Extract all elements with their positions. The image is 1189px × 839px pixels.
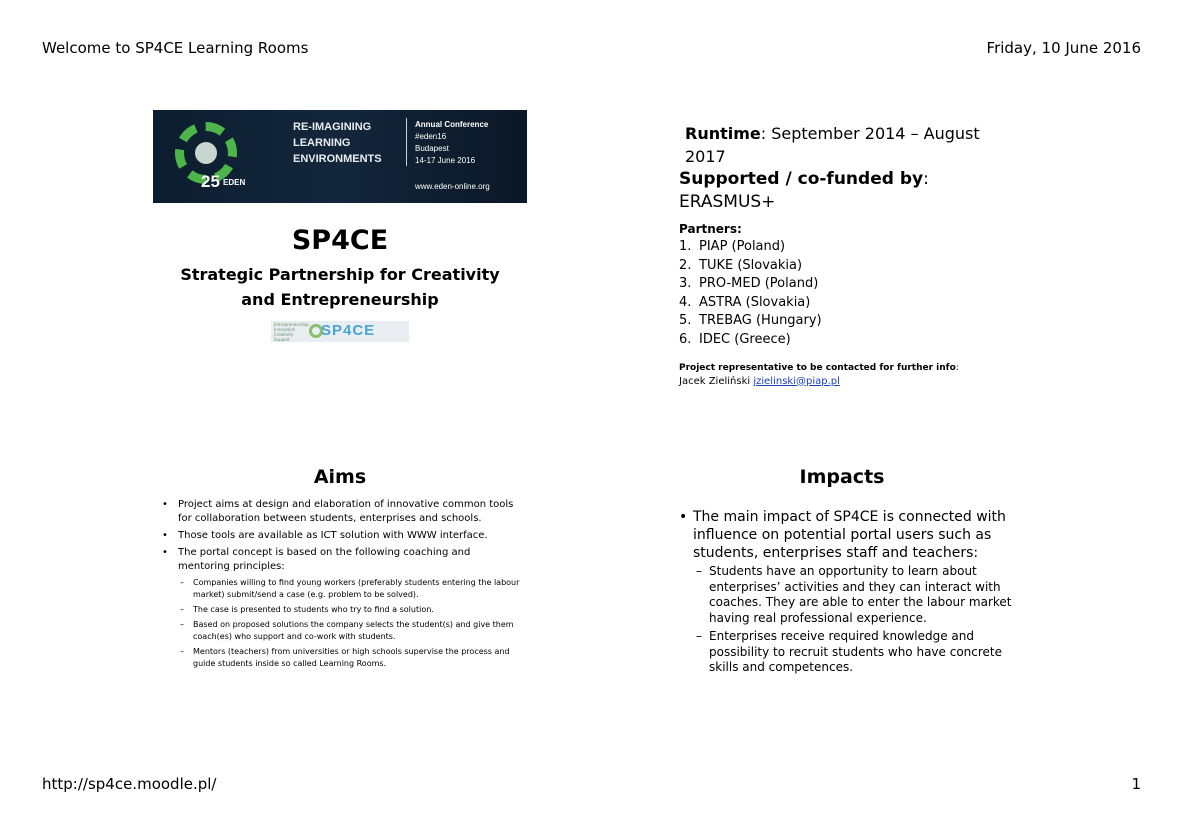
- list-item: [679, 257, 1019, 276]
- page-number: 1: [1131, 775, 1141, 793]
- list-item: [162, 529, 522, 543]
- list-item: [162, 546, 522, 574]
- banner-headline: [293, 119, 382, 167]
- dash-icon: –: [180, 605, 184, 614]
- logo-text-line: Innovation: [274, 327, 296, 332]
- sub-list-item: [162, 619, 522, 643]
- banner-event-line: 14-17 June 2016: [415, 156, 476, 165]
- sp4ce-logo: [271, 321, 409, 342]
- impacts-list: [679, 508, 1019, 679]
- dash-icon: –: [180, 578, 184, 587]
- bullet-icon: •: [162, 547, 168, 558]
- banner-center-graphic: [195, 142, 217, 164]
- contact-label-text: Project representative to be contacted for further info: [679, 362, 956, 373]
- partner-name: PRO-MED (Poland): [699, 276, 819, 292]
- list-number: 3.: [679, 276, 692, 292]
- contact-email-link[interactable]: jzielinski@piap.pl: [753, 375, 840, 387]
- page-header-date: Friday, 10 June 2016: [986, 39, 1141, 57]
- banner-badge-number: 25: [201, 172, 220, 191]
- conference-banner-image: [153, 110, 527, 203]
- sub-list-item: [679, 629, 1019, 676]
- slide-title: SP4CE: [291, 225, 389, 256]
- list-number: 1.: [679, 239, 692, 254]
- bullet-icon: •: [162, 499, 168, 510]
- supported-value: : ERASMUS+: [679, 169, 929, 212]
- partner-name: IDEC (Greece): [699, 331, 791, 347]
- runtime-label: Runtime: [685, 124, 761, 143]
- bullet-text: Project aims at design and elaboration of innovative common tools for collaboration between students, enterprises and schools.: [178, 499, 514, 524]
- contact-name: Jacek Zieliński: [679, 375, 754, 387]
- list-item: [679, 508, 1019, 562]
- bullet-icon: •: [162, 530, 168, 541]
- dash-icon: –: [180, 647, 184, 656]
- banner-event-line: Budapest: [415, 144, 449, 153]
- sub-bullet-text: Based on proposed solutions the company selects the student(s) and give them coach(es) who support and co-work with students.: [193, 620, 514, 641]
- list-item: [162, 498, 522, 526]
- dash-icon: –: [180, 620, 184, 629]
- sub-bullet-text: Students have an opportunity to learn about enterprises’ activities and they can interact with coaches. They are able to enter the labour market having real professional experience.: [709, 564, 1012, 625]
- partner-name: ASTRA (Slovakia): [699, 294, 811, 310]
- list-item: [679, 312, 1019, 331]
- slide-subtitle: [153, 262, 527, 312]
- list-number: 2.: [679, 257, 692, 273]
- logo-text-line: Entrepreneurship: [274, 322, 309, 327]
- logo-wordmark: SP4CE: [321, 322, 376, 339]
- banner-badge-text: EDEN: [223, 178, 246, 187]
- banner-headline-line: ENVIRONMENTS: [293, 153, 382, 165]
- page-footer-url: http://sp4ce.moodle.pl/: [42, 775, 217, 793]
- sub-list-item: [679, 564, 1019, 626]
- partners-label: Partners:: [679, 222, 742, 236]
- dash-icon: –: [696, 564, 702, 578]
- list-item: [679, 238, 1019, 257]
- contact-label: [679, 363, 1019, 373]
- banner-headline-line: LEARNING: [293, 137, 351, 149]
- partner-name: TREBAG (Hungary): [699, 313, 822, 329]
- supported-label: Supported / co-funded by: [679, 169, 924, 189]
- banner-event: [415, 119, 488, 167]
- sub-bullet-text: Mentors (teachers) from universities or high schools supervise the process and guide students inside so called Learning Rooms.: [193, 647, 510, 668]
- sub-list-item: [162, 604, 522, 616]
- aims-list: [162, 498, 522, 673]
- logo-text-line: Support: [274, 337, 290, 342]
- list-item: [679, 294, 1019, 313]
- sub-bullet-text: The case is presented to students who try to find a solution.: [193, 605, 434, 614]
- partners-list: [679, 238, 1019, 350]
- partner-name: TUKE (Slovakia): [699, 257, 803, 273]
- bullet-text: The portal concept is based on the following coaching and mentoring principles:: [178, 547, 471, 572]
- banner-event-line: #eden16: [415, 132, 447, 141]
- bullet-text: Those tools are available as ICT solution with WWW interface.: [178, 530, 488, 541]
- contact-line: [679, 376, 1019, 387]
- banner-divider: [406, 118, 407, 166]
- aims-title: Aims: [313, 466, 367, 488]
- runtime-line: [679, 122, 1019, 168]
- bullet-text: The main impact of SP4CE is connected with influence on potential portal users such as students, enterprises staff and teachers:: [693, 509, 1006, 561]
- sub-bullet-text: Companies willing to find young workers (preferably students entering the labour market) submit/send a case (e.g. problem to be solved).: [193, 578, 520, 599]
- subtitle-line: and Entrepreneurship: [241, 290, 439, 309]
- banner-url: www.eden-online.org: [415, 182, 490, 191]
- logo-small-text: [274, 322, 309, 342]
- banner-event-line: Annual Conference: [415, 120, 489, 129]
- runtime-value: : September 2014 – August 2017: [685, 124, 980, 166]
- list-item: [679, 275, 1019, 294]
- banner-headline-line: RE-IMAGINING: [293, 121, 372, 133]
- project-info-slide: [679, 122, 1019, 387]
- sub-list-item: [162, 646, 522, 670]
- list-number: 4.: [679, 294, 692, 310]
- contact-colon: :: [955, 362, 959, 373]
- list-number: 5.: [679, 313, 692, 329]
- list-item: [679, 331, 1019, 350]
- supported-line: [679, 168, 1019, 214]
- sub-list-item: [162, 577, 522, 601]
- dash-icon: –: [696, 629, 702, 643]
- page-header-title: Welcome to SP4CE Learning Rooms: [42, 39, 309, 57]
- impacts-title: Impacts: [799, 466, 885, 488]
- subtitle-line: Strategic Partnership for Creativity: [180, 265, 500, 284]
- sub-bullet-text: Enterprises receive required knowledge and possibility to recruit students who have concrete skills and competences.: [709, 629, 1002, 674]
- bullet-icon: •: [679, 509, 688, 525]
- partner-name: PIAP (Poland): [699, 239, 786, 254]
- logo-text-line: Creativity: [274, 332, 294, 337]
- list-number: 6.: [679, 331, 692, 347]
